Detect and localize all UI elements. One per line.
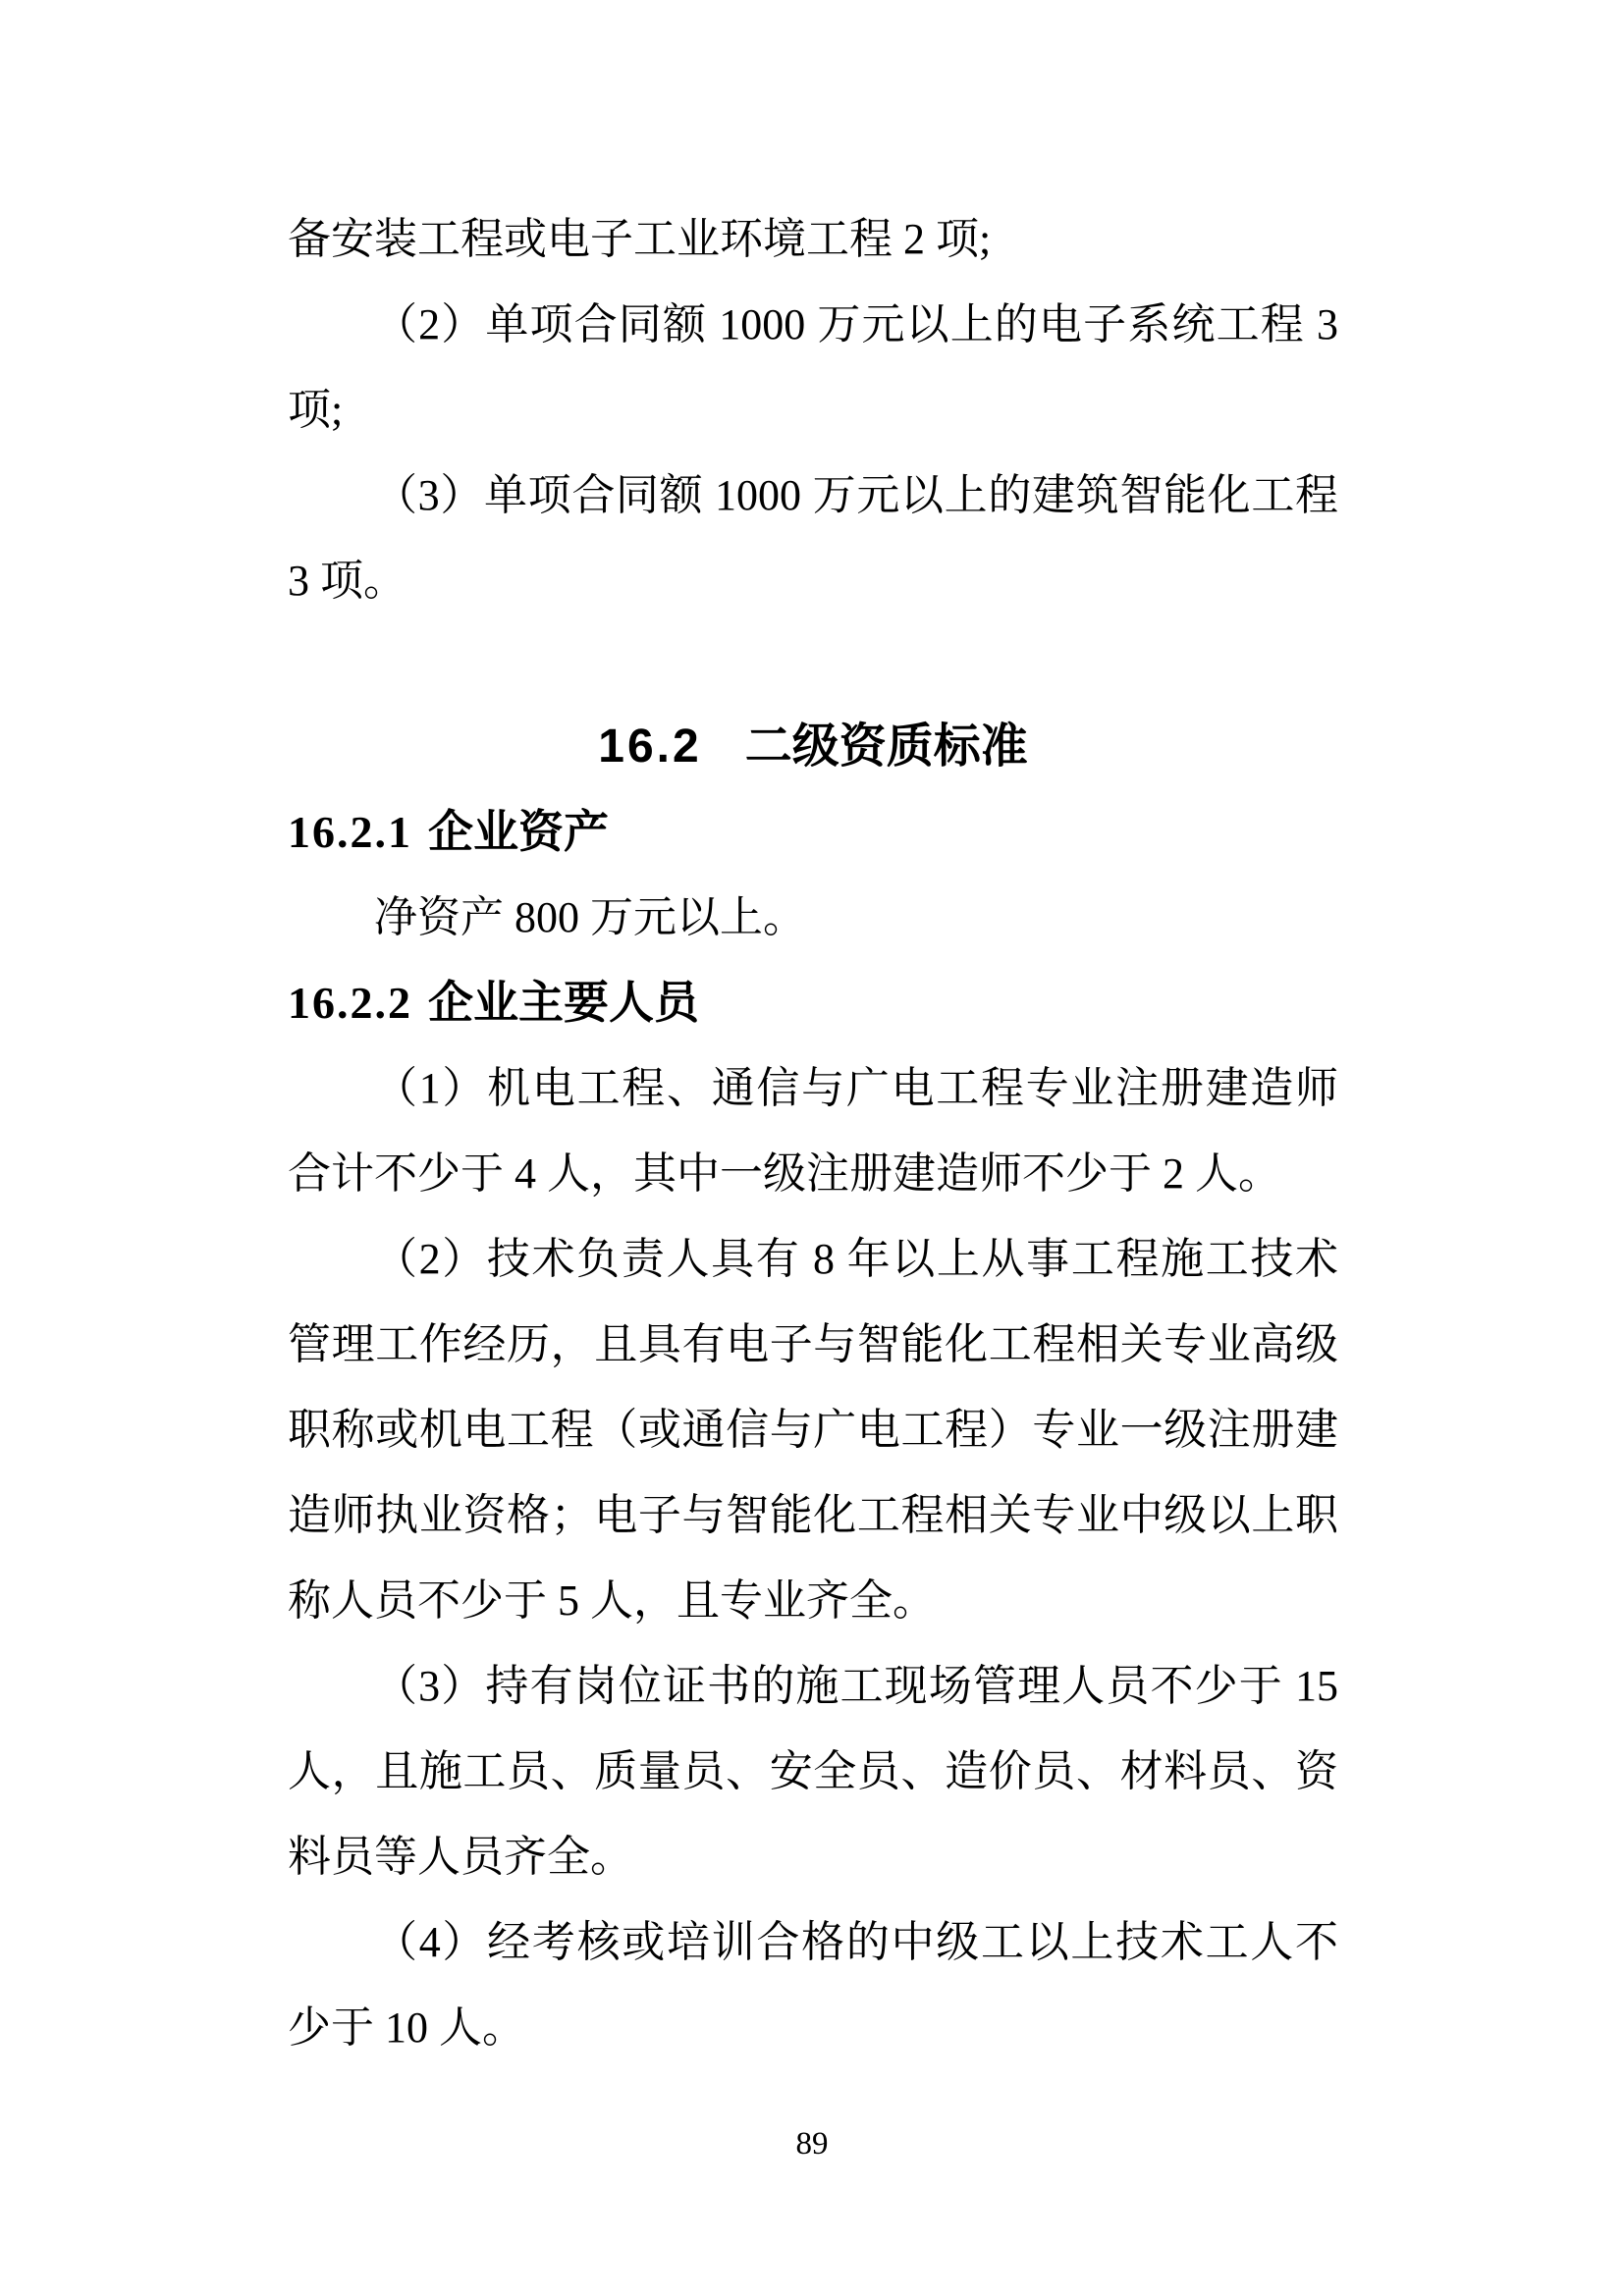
subsection-16-2-2-title: 企业主要人员 [428, 977, 699, 1028]
paragraph-staff2-line2: 管理工作经历，且具有电子与智能化工程相关专业高级 [288, 1320, 1338, 1368]
paragraph-continuation-line: 备安装工程或电子工业环境工程 2 项; [288, 215, 992, 263]
section-heading-number: 16.2 [598, 721, 702, 773]
paragraph-staff4-line2: 少于 10 人。 [288, 2003, 525, 2052]
paragraph-item3-line1: （3）单项合同额 1000 万元以上的建筑智能化工程 [374, 471, 1338, 519]
paragraph-staff1-line2: 合计不少于 4 人，其中一级注册建造师不少于 2 人。 [288, 1149, 1281, 1198]
paragraph-item3-line2: 3 项。 [288, 557, 406, 605]
subsection-heading-16-2-1 [288, 789, 1338, 875]
paragraph-staff2-line5: 称人员不少于 5 人，且专业齐全。 [288, 1576, 936, 1625]
paragraph-staff2-line3: 职称或机电工程（或通信与广电工程）专业一级注册建 [288, 1406, 1338, 1454]
paragraph-item2-line1: （2）单项合同额 1000 万元以上的电子系统工程 3 [374, 300, 1338, 348]
paragraph-staff3-line1: （3）持有岗位证书的施工现场管理人员不少于 15 [374, 1662, 1338, 1710]
section-heading-title: 二级资质标准 [744, 721, 1028, 773]
section-heading-16-2 [288, 704, 1338, 789]
paragraph-staff1-line1: （1）机电工程、通信与广电工程专业注册建造师 [374, 1064, 1338, 1112]
paragraph-assets-line: 净资产 800 万元以上。 [374, 893, 806, 941]
paragraph-item2-line2: 项; [288, 386, 344, 434]
document-content [288, 196, 1338, 2070]
subsection-16-2-1-title: 企业资产 [428, 806, 609, 857]
subsection-16-2-2-number: 16.2.2 [288, 978, 412, 1028]
subsection-16-2-1-number: 16.2.1 [288, 807, 412, 857]
page-number: 89 [795, 2126, 829, 2162]
subsection-heading-16-2-2 [288, 960, 1338, 1045]
paragraph-staff4-line1: （4）经考核或培训合格的中级工以上技术工人不 [374, 1918, 1338, 1966]
paragraph-staff2-line1: （2）技术负责人具有 8 年以上从事工程施工技术 [374, 1235, 1338, 1283]
paragraph-staff3-line2: 人，且施工员、质量员、安全员、造价员、材料员、资 [288, 1747, 1338, 1795]
paragraph-staff3-line3: 料员等人员齐全。 [288, 1833, 633, 1881]
paragraph-staff2-line4: 造师执业资格；电子与智能化工程相关专业中级以上职 [288, 1491, 1338, 1539]
